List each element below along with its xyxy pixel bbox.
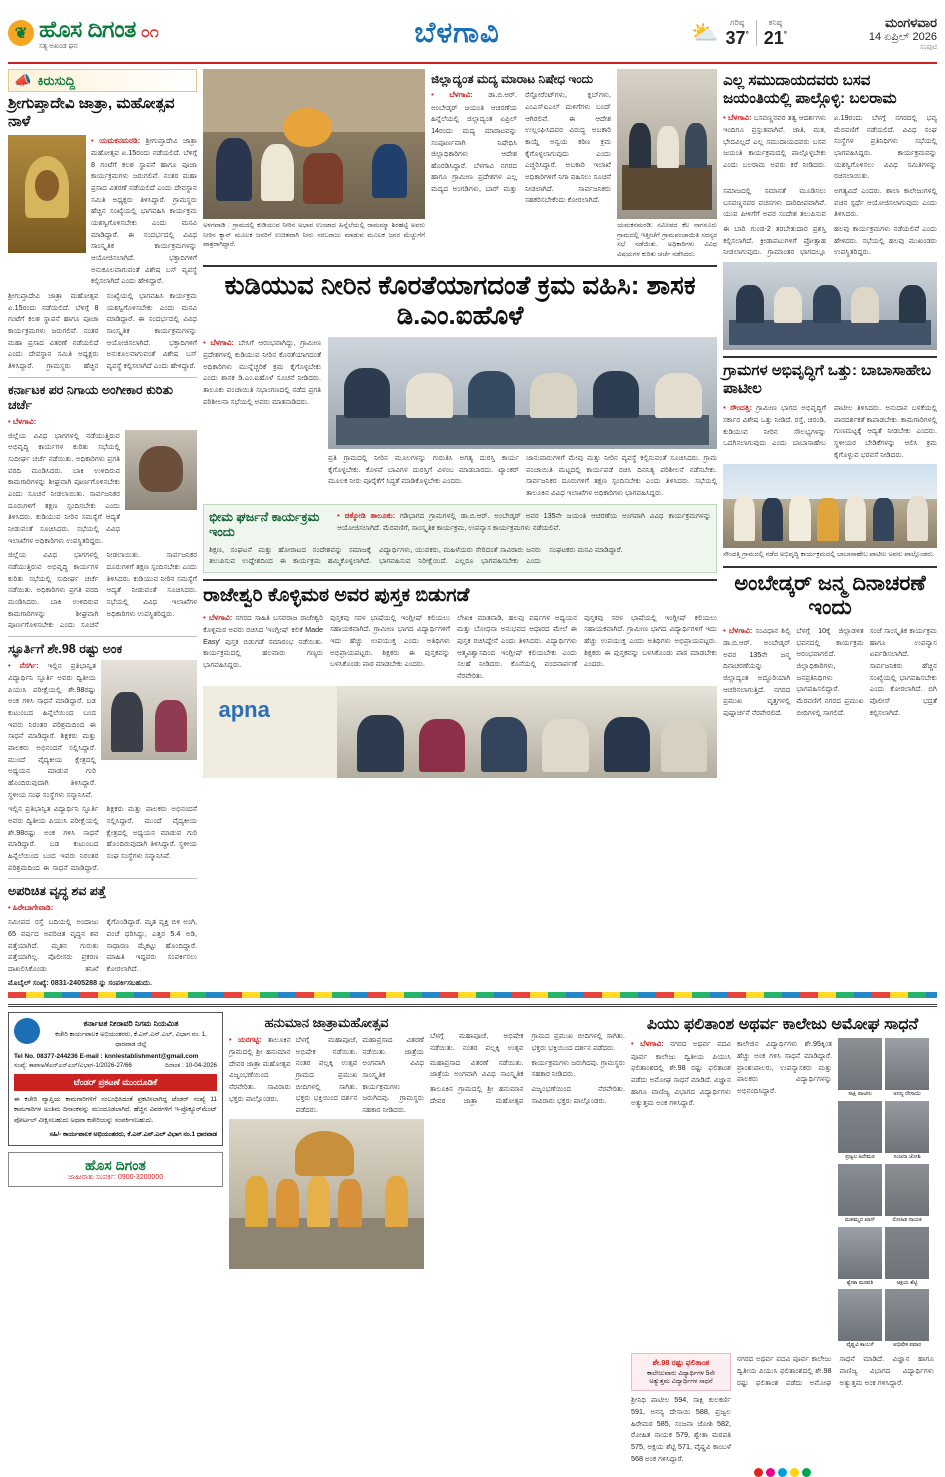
lead-col1: ಬೇಸಿಗೆ ಆರಂಭವಾಗಿದ್ದು, ಗ್ರಾಮೀಣ ಪ್ರದೇಶಗಳಲ್ಲಿ ಕುಡಿಯುವ ನೀರಿನ ಕೊರತೆಯಾಗದಂತೆ ಅಧಿಕಾರಿಗಳು ಮುನ್ನೆಚ್ಚರಿಕೆ ಕ್ರಮ ಕೈಗೊಳ್ಳಬೇಕು ಎಂದು ಶಾಸಕ ಡಿ.ಎಂ.ಐಹೊಳೆ ಸೂಚನೆ ನೀಡಿದರು. ತಾಲೂಕು ಪಂಚಾಯಿತಿ ಸಭಾಂಗಣದಲ್ಲಿ ನಡೆದ ಪ್ರಗತಿ ಪರಿಶೀಲನಾ ಸಭೆಯಲ್ಲಿ ಅವರು ಮಾತನಾಡಿದರು. [203, 337, 322, 406]
story1-byline: • ಯಮಕನಮರಡಿ: [91, 136, 141, 145]
student-name: ವೈಷ್ಣವಿ ಕಾಂಬಳೆ [846, 1342, 874, 1349]
liquor-ban-headline: ಜಿಲ್ಲಾದ್ಯಂತ ಮದ್ಯ ಮಾರಾಟ ನಿಷೇಧ ಇಂದು [431, 72, 594, 86]
student-name: ಶ್ವೇತಾ ಮಠಪತಿ [846, 1279, 874, 1286]
basava-headline: ಎಲ್ಲ ಸಮುದಾಯದವರು ಬಸವ ಜಯಂತಿಯಲ್ಲಿ ಪಾಲ್ಗೊಳ್ಳಿ: ಬಲರಾಮ [723, 72, 897, 107]
student-photo [885, 1038, 929, 1090]
book-col3: ಲೇಖಕಿ ಮಾತನಾಡಿ, ಹಲವು ವರ್ಷಗಳ ಅಧ್ಯಯನ ಮತ್ತು ಬೋಧನಾ ಅನುಭವದ ಆಧಾರದ ಮೇಲೆ ಈ ಪುಸ್ತಕ ರಚಿಸಿದ್ದೇನೆ ಎಂದು ತಿಳಿಸಿದರು. ವಿದ್ಯಾರ್ಥಿಗಳು ಆತ್ಮವಿಶ್ವಾಸದಿಂದ ಇಂಗ್ಲೀಷ್ ಕಲಿಯಬೇಕು ಎಂದು ಸಲಹೆ ನೀಡಿದರು. ಕೊನೆಯಲ್ಲಿ ವಂದನಾರ್ಪಣೆ ನೆರವೇರಿತು. [457, 612, 578, 681]
basava-byline: • ಬೆಳಗಾವಿ: [723, 113, 752, 122]
degree-symbol: ° [745, 29, 749, 39]
bheema-garjane-headline: ಭೀಮ ಘರ್ಜನೆ ಕಾರ್ಯಕ್ರಮ ಇಂದು [209, 509, 320, 539]
village-dev-caption: ಸೌಂದತ್ತಿ ಗ್ರಾಮದಲ್ಲಿ ನಡೆದ ಅಭಿವೃದ್ಧಿ ಕಾರ್ಯಕ್ರಮದಲ್ಲಿ ಬಾಬಾಸಾಹೇಬ ಪಾಟೀಲ ಅವರು ಪಾಲ್ಗೊಂಡರು. [723, 551, 935, 559]
weather-max-label: ಗರಿಷ್ಠ [730, 17, 745, 27]
weekday: ಮಂಗಳವಾರ [884, 14, 937, 30]
page-label: ಸಂಪುಟಿ [919, 43, 937, 51]
village-dev-headline: ಗ್ರಾಮಗಳ ಅಭಿವೃದ್ಧಿಗೆ ಒತ್ತು: ಬಾಬಾಸಾಹೇಬ ಪಾಟೀಲ [723, 361, 931, 397]
book-release-photo: apna [203, 686, 717, 778]
story4-contact: ಮೊಬೈಲ್ ಸಂಖ್ಯೆ: 0831-2405288 ನ್ನು ಸಂಪರ್ಕಿಸಬಹುದು. [8, 977, 152, 987]
results-headline: ಪಿಯು ಫಲಿತಾಂಶ ಅಥರ್ವ ಕಾಲೇಜು ಅಮೋಘ ಸಾಧನೆ [646, 1016, 919, 1034]
story4-body: ಸಮೀಪದ ರಸ್ತೆ ಬದಿಯಲ್ಲಿ ಅಂದಾಜು 65 ವರ್ಷದ ಅಪರಿಚಿತ ವೃದ್ಧನ ಶವ ಪತ್ತೆಯಾಗಿದೆ. ಮೃತನ ಗುರುತು ಪತ್ತೆಯಾಗಿಲ್ಲ. ಪೊಲೀಸರು ಪ್ರಕರಣ ದಾಖಲಿಸಿಕೊಂಡು ತನಿಖೆ ಕೈಗೊಂಡಿದ್ದಾರೆ. ಮೃತ ವ್ಯಕ್ತಿ ಬಿಳಿ ಅಂಗಿ, ಪಂಚೆ ಧರಿಸಿದ್ದು, ಎತ್ತರ 5.4 ಅಡಿ, ಸಾಧಾರಣ ಮೈಕಟ್ಟು ಹೊಂದಿದ್ದಾರೆ. ಮಾಹಿತಿ ಇದ್ದವರು ಸಂಪರ್ಕಿಸಲು ಕೋರಲಾಗಿದೆ. [8, 917, 198, 973]
results-badge1: ಶೇ.98 ರಷ್ಟು ಫಲಿತಾಂಶ [652, 1358, 710, 1368]
student-card [885, 1227, 929, 1287]
pu-results-section [631, 1012, 934, 1477]
weather-max [726, 18, 749, 49]
weather-min-label: ಕನಿಷ್ಠ [768, 17, 783, 27]
student-name: ಸಾಕ್ಷಿ ಪಾಟೀಲ [848, 1091, 872, 1098]
story3-body: ಇಲ್ಲಿನ ಪ್ರತಿಭಾನ್ವಿತ ವಿದ್ಯಾರ್ಥಿನಿ ಸ್ಫೂರ್ತಿ ಅವರು ದ್ವಿತೀಯ ಪಿಯುಸಿ ಪರೀಕ್ಷೆಯಲ್ಲಿ ಶೇ.98ರಷ್ಟು ಅಂಕ ಗಳಿಸಿ ಸಾಧನೆ ಮಾಡಿದ್ದಾರೆ. ಬಡ ಕುಟುಂಬದ ಹಿನ್ನೆಲೆಯಿಂದ ಬಂದ ಇವರು ನಿರಂತರ ಪರಿಶ್ರಮದಿಂದ ಈ ಸಾಧನೆ ಮಾಡಿದ್ದಾರೆ. ಶಿಕ್ಷಕರು ಮತ್ತು ಪಾಲಕರು ಅಭಿನಂದನೆ ಸಲ್ಲಿಸಿದ್ದಾರೆ. ಮುಂದೆ ವೈದ್ಯಕೀಯ ಕ್ಷೇತ್ರದಲ್ಲಿ ಅಧ್ಯಯನ ಮಾಡುವ ಗುರಿ ಹೊಂದಿರುವುದಾಗಿ ತಿಳಿಸಿದ್ದಾರೆ. ಸ್ಥಳೀಯ ಸಂಘ ಸಂಸ್ಥೆಗಳು ಸನ್ಮಾನಿಸಿವೆ. [8, 804, 198, 872]
hanuman-extra-body: ಬೆಳಗ್ಗೆ ಮಹಾಪೂಜೆ, ಅಭಿಷೇಕ ನಡೆಯಿತು. ನಂತರ ಪಲ್ಲಕ್ಕಿ ಉತ್ಸವ ಗ್ರಾಮದ ಪ್ರಮುಖ ಬೀದಿಗಳಲ್ಲಿ ಸಾಗಿತು. ಭಕ್ತರು ಭಕ್ತಿಯಿಂದ ದರ್ಶನ ಪಡೆದರು. [430, 1031, 625, 1052]
house-ad-sub: ಜಾಹೀರಾತು ಸಂಪರ್ಕ: 0900-3200000 [67, 1173, 164, 1181]
village-dev-byline: • ಸೌಂದತ್ತಿ: [723, 402, 752, 412]
hanuman-extra-body2: ಮಹಾಪ್ರಸಾದ ವಿತರಣೆ ನಡೆಯಿತು. ಜಾತ್ರೆಯ ಅಂಗವಾಗಿ ವಿವಿಧ ಸಾಂಸ್ಕೃತಿಕ ಕಾರ್ಯಕ್ರಮಗಳು ಜರುಗಿದವು. ಗ್ರಾಮಸ್ಥರು ಸಹಕಾರ ನೀಡಿದರು. [430, 1057, 625, 1079]
story1-body-intro: ಶ್ರೀಗುಪ್ತಾದೇವಿ ಜಾತ್ರಾ ಮಹೋತ್ಸವ ಏ.15ರಂದು ನಡೆಯಲಿದೆ. ಬೆಳಿಗ್ಗೆ 8 ಗಂಟೆಗೆ ಕಲಶ ಸ್ಥಾಪನೆ ಹಾಗೂ ಪೂಜಾ ಕಾರ್ಯಕ್ರಮಗಳು ಜರುಗಲಿವೆ. ನಂತರ ಮಹಾ ಪ್ರಸಾದ ವಿತರಣೆ ನಡೆಯಲಿದೆ ಎಂದು ದೇವಸ್ಥಾನ ಸಮಿತಿ ಅಧ್ಯಕ್ಷರು ತಿಳಿಸಿದ್ದಾರೆ. ಗ್ರಾಮಸ್ಥರು ಹೆಚ್ಚಿನ ಸಂಖ್ಯೆಯಲ್ಲಿ ಭಾಗವಹಿಸಿ ಕಾರ್ಯಕ್ರಮ ಯಶಸ್ವಿಗೊಳಿಸಬೇಕು ಎಂದು ಮನವಿ ಮಾಡಿದ್ದಾರೆ. ಈ ಸಂದರ್ಭದಲ್ಲಿ ವಿವಿಧ ಸಾಂಸ್ಕೃತಿಕ ಕಾರ್ಯಕ್ರಮಗಳನ್ನು ಆಯೋಜಿಸಲಾಗಿದೆ. ಭಕ್ತಾದಿಗಳಿಗೆ ಅನುಕೂಲವಾಗುವಂತೆ ವಿಶೇಷ ಬಸ್ ವ್ಯವಸ್ಥೆ ಕಲ್ಪಿಸಲಾಗಿದೆ ಎಂದು ಹೇಳಿದ್ದಾರೆ. [91, 136, 198, 286]
student-card [885, 1101, 929, 1161]
student-name: ರೋಹಿತ ನಾಯಕ [892, 1216, 922, 1223]
results-badge-box [631, 1353, 731, 1391]
water-distribution-photo [203, 69, 425, 219]
hanuman-story [229, 1012, 424, 1477]
hanuman-extra-column [430, 1012, 625, 1477]
advert-tender-no: ಸಂಖ್ಯೆ: ಕಾಪಾಅ/ಕೆಎನ್ಎನ್ಎಲ್/ವಿಭಾಗ-1/2026-27/66 [14, 1062, 132, 1070]
student-name: ಪ್ರಜ್ವಲ ಹಿರೇಮಠ [845, 1154, 875, 1161]
story2-body-a: ಜಿಲ್ಲೆಯ ವಿವಿಧ ಭಾಗಗಳಲ್ಲಿ ನಡೆಯುತ್ತಿರುವ ಅಭಿವೃದ್ಧಿ ಕಾರ್ಯಗಳ ಕುರಿತು ಸಭೆಯಲ್ಲಿ ಸುದೀರ್ಘ ಚರ್ಚೆ ನಡೆಯಿತು. ಅಧಿಕಾರಿಗಳು ಪ್ರಗತಿ ವರದಿ ಮಂಡಿಸಿದರು. ಬಾಕಿ ಉಳಿದಿರುವ ಕಾಮಗಾರಿಗಳನ್ನು ಶೀಘ್ರವಾಗಿ ಪೂರ್ಣಗೊಳಿಸಬೇಕು ಎಂದು ಸೂಚನೆ ನೀಡಲಾಯಿತು. ಸಾರ್ವಜನಿಕರ ದೂರುಗಳಿಗೆ ತಕ್ಷಣ ಸ್ಪಂದಿಸಬೇಕು ಎಂದು ತಿಳಿಸಿದರು. ಕುಡಿಯುವ ನೀರಿನ ಸಮಸ್ಯೆಗೆ ಆದ್ಯತೆ ನೀಡುವಂತೆ ಸೂಚಿಸಿದರು. ಸಭೆಯಲ್ಲಿ ವಿವಿಧ ಇಲಾಖೆಗಳ ಅಧಿಕಾರಿಗಳು ಉಪಸ್ಥಿತರಿದ್ದರು. [8, 430, 121, 545]
lead-col2: ಪ್ರತಿ ಗ್ರಾಮದಲ್ಲಿ ನೀರಿನ ಮೂಲಗಳನ್ನು ಗುರುತಿಸಿ ಅಗತ್ಯ ದುರಸ್ತಿ ಕಾರ್ಯ ಕೈಗೊಳ್ಳಬೇಕು. ಕೊಳವೆ ಬಾವಿಗಳ ದುರಸ್ತಿಗೆ ವಿಳಂಬ ಮಾಡಬಾರದು. ಟ್ಯಾಂಕರ್ ಮೂಲಕ ನೀರು ಪೂರೈಕೆಗೆ ಸಿದ್ಧತೆ ಮಾಡಿಕೊಳ್ಳಬೇಕು ಎಂದರು. [328, 452, 520, 486]
footer-section [8, 1004, 937, 1477]
ambedkar-headline: ಅಂಬೇಡ್ಕರ್ ಜನ್ಮ ದಿನಾಚರಣೆ ಇಂದು [734, 571, 926, 619]
advert-tel: Tel No. 08377-244236 E-mail : knnlestablishment@gmail.com [14, 1052, 199, 1060]
bheema-garjane-box [203, 504, 717, 573]
student-card [838, 1227, 882, 1287]
bheema-tail: ಶಿಕ್ಷಣ, ಸಂಘಟನೆ ಮತ್ತು ಹೋರಾಟದ ಸಂದೇಶವನ್ನು ಸಮಾಜಕ್ಕೆ ತಲುಪಿಸುವ ಉದ್ದೇಶದಿಂದ ಈ ಕಾರ್ಯಕ್ರಮ ಹಮ್ಮಿಕೊಳ್ಳಲಾಗಿದೆ. ವಿದ್ಯಾರ್ಥಿಗಳು, ಯುವಕರು, ಮಹಿಳೆಯರು ಸೇರಿದಂತೆ ಸಾವಿರಾರು ಜನರು ಭಾಗವಹಿಸುವ ನಿರೀಕ್ಷೆಯಿದೆ. ಎಲ್ಲರೂ ಭಾಗವಹಿಸಬೇಕು ಎಂದು ಸಂಘಟಕರು ಮನವಿ ಮಾಡಿದ್ದಾರೆ. [209, 544, 623, 566]
column-left [8, 69, 197, 988]
book-col1: ನಗರದ ಸಾಹಿತಿ ಬಸವರಾಜ ರಾಜೇಶ್ವರಿ ಕೊಳ್ಳಿಮಠ ಅವರು ರಚಿಸಿದ 'ಇಂಗ್ಲೀಷ್ ಕಲಿಕೆ Made Easy' ಪುಸ್ತಕ ಬಿಡುಗಡೆ ಸಮಾರಂಭ ನಡೆಯಿತು. ಕಾರ್ಯಕ್ರಮದಲ್ಲಿ ಹಲವಾರು ಗಣ್ಯರು ಭಾಗವಹಿಸಿದ್ದರು. [203, 612, 324, 669]
results-badge2: ಕಾಲೇಜುವಾರು ವಿದ್ಯಾರ್ಥಿಗಳ 5ನೇ ಅತ್ಯುತ್ತಮ ವಿದ್ಯಾರ್ಥಿಗಳ ಸಾಧನೆ [647, 1370, 715, 1386]
column-center [203, 69, 717, 988]
student-name: ಸಂಜನಾ ಜೋಶಿ [893, 1154, 921, 1161]
kirusuddi-label-a: ಕಿರು [37, 72, 55, 88]
weather-max-value: 37 [725, 27, 746, 48]
village-dev-photo [723, 464, 937, 548]
book-byline: • ಬೆಳಗಾವಿ: [203, 612, 233, 622]
basava-body: ಬಸವಣ್ಣನವರ ತತ್ವ ಆದರ್ಶಗಳು ಇಂದಿಗೂ ಪ್ರಸ್ತುತವಾಗಿವೆ. ಜಾತಿ, ಮತ, ಭೇದವಿಲ್ಲದೆ ಎಲ್ಲ ಸಮುದಾಯದವರು ಬಸವ ಜಯಂತಿ ಕಾರ್ಯಕ್ರಮದಲ್ಲಿ ಪಾಲ್ಗೊಳ್ಳಬೇಕು ಎಂದು ಬಲರಾಮ ಅವರು ಕರೆ ನೀಡಿದರು. ಏ.19ರಂದು ಬೆಳಗ್ಗೆ ನಗರದಲ್ಲಿ ಭವ್ಯ ಮೆರವಣಿಗೆ ನಡೆಯಲಿದೆ. ವಿವಿಧ ಸಂಘ ಸಂಸ್ಥೆಗಳ ಪ್ರತಿನಿಧಿಗಳು ಸಭೆಯಲ್ಲಿ ಭಾಗವಹಿಸಿದ್ದರು. ಕಾರ್ಯಕ್ರಮವನ್ನು ಯಶಸ್ವಿಗೊಳಿಸಲು ವಿವಿಧ ಸಮಿತಿಗಳನ್ನು ರಚಿಸಲಾಯಿತು. [723, 113, 937, 181]
knnl-logo-icon [14, 1018, 40, 1044]
lead-headline: ಕುಡಿಯುವ ನೀರಿನ ಕೊರತೆಯಾಗದಂತೆ ಕ್ರಮ ವಹಿಸಿ: ಶಾಸಕ ಡಿ.ಎಂ.ಐಹೊಳೆ [224, 270, 696, 331]
hanuman-col3: ಮಹಾಪ್ರಸಾದ ವಿತರಣೆ ನಡೆಯಿತು. ಜಾತ್ರೆಯ ಅಂಗವಾಗಿ ವಿವಿಧ ಸಾಂಸ್ಕೃತಿಕ ಕಾರ್ಯಕ್ರಮಗಳು ಜರುಗಿದವು. ಗ್ರಾಮಸ್ಥರು ಸಹಕಾರ ನೀಡಿದರು. [362, 1034, 425, 1114]
ambedkar-col2: ಬೆಳಗ್ಗೆ 10ಕ್ಕೆ ಜಿಲ್ಲಾಡಳಿತ ಭವನದಲ್ಲಿ ಕಾರ್ಯಕ್ರಮ ಆರಂಭವಾಗಲಿದೆ. ಜಿಲ್ಲಾಧಿಕಾರಿಗಳು, ಜನಪ್ರತಿನಿಧಿಗಳು ಭಾಗವಹಿಸಲಿದ್ದಾರೆ. ಮೆರವಣಿಗೆ ನಗರದ ಪ್ರಮುಖ ಬೀದಿಗಳಲ್ಲಿ ಸಾಗಲಿದೆ. [796, 625, 864, 717]
color-dots [631, 1468, 934, 1477]
story3-body-intro: ಇಲ್ಲಿನ ಪ್ರತಿಭಾನ್ವಿತ ವಿದ್ಯಾರ್ಥಿನಿ ಸ್ಫೂರ್ತಿ ಅವರು ದ್ವಿತೀಯ ಪಿಯುಸಿ ಪರೀಕ್ಷೆಯಲ್ಲಿ ಶೇ.98ರಷ್ಟು ಅಂಕ ಗಳಿಸಿ ಸಾಧನೆ ಮಾಡಿದ್ದಾರೆ. ಬಡ ಕುಟುಂಬದ ಹಿನ್ನೆಲೆಯಿಂದ ಬಂದ ಇವರು ನಿರಂತರ ಪರಿಶ್ರಮದಿಂದ ಈ ಸಾಧನೆ ಮಾಡಿದ್ದಾರೆ. ಶಿಕ್ಷಕರು ಮತ್ತು ಪಾಲಕರು ಅಭಿನಂದನೆ ಸಲ್ಲಿಸಿದ್ದಾರೆ. ಮುಂದೆ ವೈದ್ಯಕೀಯ ಕ್ಷೇತ್ರದಲ್ಲಿ ಅಧ್ಯಯನ ಮಾಡುವ ಗುರಿ ಹೊಂದಿರುವುದಾಗಿ ತಿಳಿಸಿದ್ದಾರೆ. ಸ್ಥಳೀಯ ಸಂಘ ಸಂಸ್ಥೆಗಳು ಸನ್ಮಾನಿಸಿವೆ. [8, 660, 97, 799]
results-col1: ನಗರದ ಅಥರ್ವ ಪದವಿ ಪೂರ್ವ ಕಾಲೇಜು ದ್ವಿತೀಯ ಪಿಯುಸಿ ಫಲಿತಾಂಶದಲ್ಲಿ ಶೇ.98 ರಷ್ಟು ಫಲಿತಾಂಶ ಪಡೆದು ಅಮೋಘ ಸಾಧನೆ ಮಾಡಿದೆ. ವಿಜ್ಞಾನ ಹಾಗೂ ವಾಣಿಜ್ಯ ವಿಭಾಗದ ವಿದ್ಯಾರ್ಥಿಗಳು ಅತ್ಯುತ್ತಮ ಅಂಕ ಗಳಿಸಿದ್ದಾರೆ. [631, 1039, 731, 1108]
story2-headline: ಕರ್ನಾಟಕ ಪರ ನಿಗಾಯ ಅಂಗೀಕಾರ ಕುರಿತು ಚರ್ಚೆ [8, 382, 173, 412]
gp-meeting-photo [617, 69, 717, 219]
gp-photo-caption: ಯಮಕನಮರಡಿ: ಸಮೀಪದ ಕೆಲ ನಾಗನೂರು ಗ್ರಾಮದಲ್ಲಿ ಇತ್ತೀಚೆಗೆ ಗ್ರಾಮಪಂಚಾಯಿತಿ ಸದಸ್ಯರ ಸಭೆ ನಡೆಯಿತು. ಅಧಿಕಾರಿಗಳು ವಿವಿಧ ವಿಷಯಗಳ ಕುರಿತು ಚರ್ಚೆ ನಡೆಸಿದರು. [617, 222, 718, 258]
water-photo-caption: ಅಳಗವಾಡಿ : ಗ್ರಾಮದಲ್ಲಿ ಕುಡಿಯುವ ನೀರಿನ ಅಭಾವ ಉಂಟಾದ ಹಿನ್ನೆಲೆಯಲ್ಲಿ ರಾಮಮ್ಮಾ ಶಿರಹಟ್ಟಿ ಅವರು ನೀರಿನ ಕ್ಯಾನ್ ಮೂಲಕ ಜನರಿಗೆ ಉಚಿತವಾಗಿ ನೀರು ಸರಬರಾಜು ಮಾಡುವ ಮೂಲಕ ಜನರ ಮೆಚ್ಚುಗೆಗೆ ಪಾತ್ರರಾಗಿದ್ದಾರೆ. [203, 222, 426, 249]
student-card [838, 1038, 882, 1098]
bheema-byline: • ಚಿಕ್ಕೋಡಿ ತಾಲೂಕು: [337, 510, 396, 520]
lead-byline: • ಬೆಳಗಾವಿ: [203, 337, 234, 347]
masthead [8, 6, 937, 64]
results-byline: • ಬೆಳಗಾವಿ: [631, 1039, 664, 1049]
basava-meeting-photo [723, 262, 937, 350]
story1-headline: ಶ್ರೀಗುಪ್ತಾದೇವಿ ಜಾತ್ರಾ, ಮಹೋತ್ಸವ ನಾಳೆ [8, 95, 175, 130]
basava-body3: ಈ ಬಾರಿ ಗುಂಡ-2 ತರಬೇತುದಾರ ಪ್ರಶಸ್ತಿ ಕಲ್ಪಿಸಲಾಗಿದೆ. ಕ್ರೀಡಾಪಟುಗಳಿಗೆ ಪ್ರೋತ್ಸಾಹ ನೀಡಲಾಗುವುದು. ಗ್ರಾಮಾಂತರ ಭಾಗದಲ್ಲೂ ಹಲವು ಕಾರ್ಯಕ್ರಮಗಳು ನಡೆಯಲಿವೆ ಎಂದು ಹೇಳಿದರು. ಸಭೆಯಲ್ಲಿ ಹಲವು ಮುಖಂಡರು ಉಪಸ್ಥಿತರಿದ್ದರು. [723, 223, 937, 257]
student-photo [885, 1227, 929, 1279]
student-name: ಅಭಿಷೇಕ ಪವಾರ [892, 1342, 922, 1349]
student-photo [885, 1101, 929, 1153]
color-registration-bar [8, 992, 937, 998]
student-photo [838, 1164, 882, 1216]
sun-cloud-icon: ⛅ [691, 20, 719, 45]
student-card [838, 1289, 882, 1349]
logo-title: ಹೊಸ ದಿಗಂತ [39, 15, 136, 42]
student-name: ಮಹಮ್ಮದ ಖಾನ್ [844, 1216, 876, 1223]
house-ad [8, 1152, 223, 1187]
student-card [838, 1101, 882, 1161]
advert-body: ಈ ಕಚೇರಿ ವ್ಯಾಪ್ತಿಯ ಕಾಮಗಾರಿಗಳಿಗೆ ಸಂಬಂಧಿಸಿದಂತೆ ಪ್ರಕಟಿಸಲಾಗಿದ್ದ ಟೆಂಡರ್ ಸಂಖ್ಯೆ 11 ಕಾಮಗಾರಿಗಳ ಅಂತಿಮ ದಿನಾಂಕವನ್ನು ಮುಂದೂಡಲಾಗಿದೆ. ಹೆಚ್ಚಿನ ವಿವರಗಳಿಗೆ ಇ-ಪ್ರೊಕ್ಯೂರ್‌ಮೆಂಟ್ ಪೋರ್ಟಲ್ ವೀಕ್ಷಿಸಬಹುದು ಅಥವಾ ಕಚೇರಿಯನ್ನು ಸಂಪರ್ಕಿಸಬಹುದು. [14, 1096, 217, 1124]
results-list: ಶ್ರೀನಿಧಿ ಪಾಟೀಲ 594, ಸಾಕ್ಷಿ ಕುಲಕರ್ಣಿ 591, ಅನನ್ಯ ದೇಸಾಯಿ 588, ಪ್ರಜ್ವಲ ಹಿರೇಮಠ 585, ಸಂಜನಾ ಜೋಶಿ 582, ರೋಹಿತ ನಾಯಕ 579, ಶ್ವೇತಾ ಮಠಪತಿ 575, ಅಕ್ಷಯ ಶೆಟ್ಟಿ 571, ವೈಷ್ಣವಿ ಕಾಂಬಳೆ 568 ಅಂಕ ಗಳಿಸಿದ್ದಾರೆ. [631, 1395, 731, 1463]
hanuman-headline: ಹನುಮಾನ ಜಾತ್ರಾಮಹೋತ್ಸವ [264, 1015, 389, 1031]
story3-headline: ಸ್ಫೂರ್ತಿಗೆ ಶೇ.98 ರಷ್ಟು ಅಂಕ [8, 641, 123, 656]
book-col2: ಪುಸ್ತಕವು ಸರಳ ಭಾಷೆಯಲ್ಲಿ ಇಂಗ್ಲೀಷ್ ಕಲಿಯಲು ಸಹಾಯಕವಾಗಿದೆ. ಗ್ರಾಮೀಣ ಭಾಗದ ವಿದ್ಯಾರ್ಥಿಗಳಿಗೆ ಇದು ಹೆಚ್ಚು ಉಪಯುಕ್ತ ಎಂದು ಅತಿಥಿಗಳು ಅಭಿಪ್ರಾಯಪಟ್ಟರು. ಶಿಕ್ಷಕರು ಈ ಪುಸ್ತಕವನ್ನು ಬಳಸಿಕೊಂಡು ಪಾಠ ಮಾಡಬೇಕು ಎಂದರು. [330, 612, 451, 669]
hanuman-byline: • ಯರಗಟ್ಟಿ: [229, 1034, 262, 1044]
student-photo [838, 1038, 882, 1090]
student-photo [885, 1289, 929, 1341]
student-card [885, 1038, 929, 1098]
main-grid [8, 69, 937, 988]
hanuman-procession-photo [229, 1119, 424, 1269]
column-right [723, 69, 937, 988]
weather-min-value: 21 [763, 27, 784, 48]
kirusuddi-banner [8, 69, 197, 92]
degree-symbol-2: ° [783, 29, 787, 39]
date-block [797, 15, 937, 52]
ambedkar-byline: • ಬೆಳಗಾವಿ: [723, 625, 753, 635]
hanuman-col1: ತಾಲೂಕಿನ ಗ್ರಾಮದಲ್ಲಿ ಶ್ರೀ ಹನುಮಾನ ದೇವರ ಜಾತ್ರಾ ಮಹೋತ್ಸವ ವಿಜೃಂಭಣೆಯಿಂದ ನೆರವೇರಿತು. ಸಾವಿರಾರು ಭಕ್ತರು ಪಾಲ್ಗೊಂಡರು. [229, 1034, 291, 1103]
student-card [838, 1164, 882, 1224]
story4-byline: • ಹಿರೇಬಾಗೇವಾಡಿ: [8, 903, 54, 913]
weather-min [764, 18, 787, 49]
advert-sign: ಸಹಿ/- ಕಾರ್ಯಪಾಲಕ ಅಭಿಯಂತರರು, ಕೆ.ಎನ್.ಎನ್.ಎಲ್ ವಿಭಾಗ ನಂ.1 ಧಾರವಾಡ [49, 1130, 217, 1138]
story3-byline: • ನೆಸರ್ಗಿ: [8, 660, 39, 670]
leaf-logo-icon: ❦ [8, 20, 34, 46]
bheema-body: ಗಡಿಭಾಗದ ಗ್ರಾಮಗಳಲ್ಲಿ ಡಾ.ಬಿ.ಆರ್. ಅಂಬೇಡ್ಕರ್ ಅವರ 135ನೇ ಜಯಂತಿ ಆಚರಣೆಯ ಅಂಗವಾಗಿ ವಿವಿಧ ಕಾರ್ಯಕ್ರಮಗಳನ್ನು ಆಯೋಜಿಸಲಾಗಿದೆ. ಮೆರವಣಿಗೆ, ಸಾಂಸ್ಕೃತಿಕ ಕಾರ್ಯಕ್ರಮ, ಉಪನ್ಯಾಸ ಕಾರ್ಯಕ್ರಮಗಳು ನಡೆಯಲಿವೆ. [337, 510, 712, 532]
liquor-ban-byline: • ಬೆಳಗಾವಿ: [431, 90, 473, 100]
story1-body: ಶ್ರೀಗುಪ್ತಾದೇವಿ ಜಾತ್ರಾ ಮಹೋತ್ಸವ ಏ.15ರಂದು ನಡೆಯಲಿದೆ. ಬೆಳಿಗ್ಗೆ 8 ಗಂಟೆಗೆ ಕಲಶ ಸ್ಥಾಪನೆ ಹಾಗೂ ಪೂಜಾ ಕಾರ್ಯಕ್ರಮಗಳು ಜರುಗಲಿವೆ. ನಂತರ ಮಹಾ ಪ್ರಸಾದ ವಿತರಣೆ ನಡೆಯಲಿದೆ ಎಂದು ದೇವಸ್ಥಾನ ಸಮಿತಿ ಅಧ್ಯಕ್ಷರು ತಿಳಿಸಿದ್ದಾರೆ. ಗ್ರಾಮಸ್ಥರು ಹೆಚ್ಚಿನ ಸಂಖ್ಯೆಯಲ್ಲಿ ಭಾಗವಹಿಸಿ ಕಾರ್ಯಕ್ರಮ ಯಶಸ್ವಿಗೊಳಿಸಬೇಕು ಎಂದು ಮನವಿ ಮಾಡಿದ್ದಾರೆ. ಈ ಸಂದರ್ಭದಲ್ಲಿ ವಿವಿಧ ಸಾಂಸ್ಕೃತಿಕ ಕಾರ್ಯಕ್ರಮಗಳನ್ನು ಆಯೋಜಿಸಲಾಗಿದೆ. ಭಕ್ತಾದಿಗಳಿಗೆ ಅನುಕೂಲವಾಗುವಂತೆ ವಿಶೇಷ ಬಸ್ ವ್ಯವಸ್ಥೆ ಕಲ್ಪಿಸಲಾಗಿದೆ ಎಂದು ಹೇಳಿದ್ದಾರೆ. [8, 291, 198, 370]
village-dev-body: ಗ್ರಾಮೀಣ ಭಾಗದ ಅಭಿವೃದ್ಧಿಗೆ ಸರ್ಕಾರ ವಿಶೇಷ ಒತ್ತು ನೀಡಿದೆ. ರಸ್ತೆ, ಚರಂಡಿ, ಕುಡಿಯುವ ನೀರಿನ ಸೌಲಭ್ಯಗಳನ್ನು ಒದಗಿಸಲಾಗುವುದು ಎಂದು ಬಾಬಾಸಾಹೇಬ ಪಾಟೀಲ ತಿಳಿಸಿದರು. ಅನುದಾನ ಬಳಕೆಯಲ್ಲಿ ಪಾರದರ್ಶಕತೆ ಕಾಪಾಡಬೇಕು. ಕಾಮಗಾರಿಗಳಲ್ಲಿ ಗುಣಮಟ್ಟಕ್ಕೆ ಆದ್ಯತೆ ನೀಡಬೇಕು ಎಂದರು. ಸ್ಥಳೀಯರ ಬೇಡಿಕೆಗಳನ್ನು ಆಲಿಸಿ ಕ್ರಮ ಕೈಗೊಳ್ಳುವ ಭರವಸೆ ನೀಡಿದರು. [723, 402, 937, 459]
kirusuddi-label-b: ಸುದ್ದಿ [54, 72, 76, 88]
story2-byline: • ಬೆಳಗಾವಿ: [8, 416, 37, 426]
hanuman-col2: ಬೆಳಗ್ಗೆ ಮಹಾಪೂಜೆ, ಅಭಿಷೇಕ ನಡೆಯಿತು. ನಂತರ ಪಲ್ಲಕ್ಕಿ ಉತ್ಸವ ಗ್ರಾಮದ ಪ್ರಮುಖ ಬೀದಿಗಳಲ್ಲಿ ಸಾಗಿತು. ಭಕ್ತರು ಭಕ್ತಿಯಿಂದ ದರ್ಶನ ಪಡೆದರು. [295, 1034, 358, 1114]
story4-headline: ಅಪರಿಚಿತ ವೃದ್ಧ ಶವ ಪತ್ತೆ [8, 884, 106, 899]
book-release-headline: ರಾಜೇಶ್ವರಿ ಕೊಳ್ಳಿಮಠ ಅವರ ಪುಸ್ತಕ ಬಿಡುಗಡೆ [203, 584, 470, 606]
story2-body-b: ಜಿಲ್ಲೆಯ ವಿವಿಧ ಭಾಗಗಳಲ್ಲಿ ನಡೆಯುತ್ತಿರುವ ಅಭಿವೃದ್ಧಿ ಕಾರ್ಯಗಳ ಕುರಿತು ಸಭೆಯಲ್ಲಿ ಸುದೀರ್ಘ ಚರ್ಚೆ ನಡೆಯಿತು. ಅಧಿಕಾರಿಗಳು ಪ್ರಗತಿ ವರದಿ ಮಂಡಿಸಿದರು. ಬಾಕಿ ಉಳಿದಿರುವ ಕಾಮಗಾರಿಗಳನ್ನು ಶೀಘ್ರವಾಗಿ ಪೂರ್ಣಗೊಳಿಸಬೇಕು ಎಂದು ಸೂಚನೆ ನೀಡಲಾಯಿತು. ಸಾರ್ವಜನಿಕರ ದೂರುಗಳಿಗೆ ತಕ್ಷಣ ಸ್ಪಂದಿಸಬೇಕು ಎಂದು ತಿಳಿಸಿದರು. ಕುಡಿಯುವ ನೀರಿನ ಸಮಸ್ಯೆಗೆ ಆದ್ಯತೆ ನೀಡುವಂತೆ ಸೂಚಿಸಿದರು. ಸಭೆಯಲ್ಲಿ ವಿವಿಧ ಇಲಾಖೆಗಳ ಅಧಿಕಾರಿಗಳು ಉಪಸ್ಥಿತರಿದ್ದರು. [8, 550, 198, 630]
basava-body2: ಸಮಾಜದಲ್ಲಿ ಸಮಾನತೆ ಮೂಡಿಸಲು ಬಸವಣ್ಣನವರ ವಚನಗಳು ದಾರಿದೀಪವಾಗಿವೆ. ಯುವ ಪೀಳಿಗೆಗೆ ಅವರ ಸಂದೇಶ ತಲುಪಿಸುವ ಅಗತ್ಯವಿದೆ ಎಂದರು. ಶಾಲಾ ಕಾಲೇಜುಗಳಲ್ಲಿ ವಚನ ಸ್ಪರ್ಧೆ ಆಯೋಜಿಸಲಾಗುವುದು ಎಂದು ತಿಳಿಸಿದರು. [723, 185, 937, 219]
megaphone-icon: 📣 [14, 72, 32, 88]
student-photo [838, 1227, 882, 1279]
lead-meeting-photo [328, 337, 717, 449]
story2-photo [125, 430, 197, 510]
liquor-ban-body: ಡಾ.ಬಿ.ಆರ್. ಅಂಬೇಡ್ಕರ್ ಜಯಂತಿ ಆಚರಣೆಯ ಹಿನ್ನೆಲೆಯಲ್ಲಿ ಜಿಲ್ಲಾದ್ಯಂತ ಏಪ್ರಿಲ್ 14ರಂದು ಮದ್ಯ ಮಾರಾಟವನ್ನು ಸಂಪೂರ್ಣವಾಗಿ ನಿಷೇಧಿಸಿ ಜಿಲ್ಲಾಧಿಕಾರಿಗಳು ಆದೇಶ ಹೊರಡಿಸಿದ್ದಾರೆ. ಬೆಳಗಾವಿ ನಗರದ ಹಾಗೂ ಗ್ರಾಮೀಣ ಪ್ರದೇಶಗಳ ಎಲ್ಲ ಮದ್ಯದ ಅಂಗಡಿಗಳು, ಬಾರ್ ಮತ್ತು ರೆಸ್ಟೋರೆಂಟ್‌ಗಳು, ಕ್ಲಬ್‌ಗಳು, ಎಂಎಸ್‌ಐಎಲ್ ಮಳಿಗೆಗಳು ಬಂದ್ ಆಗಿರಲಿವೆ. ಈ ಆದೇಶ ಉಲ್ಲಂಘಿಸಿದವರ ವಿರುದ್ಧ ಅಬಕಾರಿ ಕಾಯ್ದೆ ಅನ್ವಯ ಕಠಿಣ ಕ್ರಮ ಕೈಗೊಳ್ಳಲಾಗುವುದು ಎಂದು ಎಚ್ಚರಿಸಿದ್ದಾರೆ. ಅಬಕಾರಿ ಇಲಾಖೆ ಅಧಿಕಾರಿಗಳಿಗೆ ನಿಗಾ ವಹಿಸಲು ಸೂಚನೆ ನೀಡಲಾಗಿದೆ. ಸಾರ್ವಜನಿಕರು ಸಹಕರಿಸಬೇಕೆಂದು ಕೋರಲಾಗಿದೆ. [431, 90, 612, 205]
date-text: 14 ಏಪ್ರಿಲ್ 2026 [868, 30, 937, 43]
house-ad-title: ಹೊಸ ದಿಗಂತ [85, 1156, 146, 1173]
ambedkar-col1: ಸಂವಿಧಾನ ಶಿಲ್ಪಿ ಡಾ.ಬಿ.ಆರ್. ಅಂಬೇಡ್ಕರ್ ಅವರ 135ನೇ ಜನ್ಮ ದಿನಾಚರಣೆಯನ್ನು ಜಿಲ್ಲಾದ್ಯಂತ ಅದ್ದೂರಿಯಾಗಿ ಆಚರಿಸಲಾಗುತ್ತಿದೆ. ನಗರದ ಪ್ರಮುಖ ವೃತ್ತಗಳಲ್ಲಿ ಪುಷ್ಪಾರ್ಚನೆ ನೆರವೇರಲಿದೆ. [723, 625, 791, 718]
newspaper-logo[interactable] [8, 16, 223, 51]
student-photo [838, 1289, 882, 1341]
logo-page-number: ೦೧ [140, 24, 159, 41]
hanuman-extra-body3: ತಾಲೂಕಿನ ಗ್ರಾಮದಲ್ಲಿ ಶ್ರೀ ಹನುಮಾನ ದೇವರ ಜಾತ್ರಾ ಮಹೋತ್ಸವ ವಿಜೃಂಭಣೆಯಿಂದ ನೆರವೇರಿತು. ಸಾವಿರಾರು ಭಕ್ತರು ಪಾಲ್ಗೊಂಡರು. [430, 1083, 625, 1105]
tender-advert [8, 1012, 223, 1477]
student-photo-grid [838, 1038, 934, 1349]
student-card [885, 1289, 929, 1349]
logo-tagline: ಸತ್ಯ ಅಖಂಡ ಘನ [39, 42, 78, 50]
story3-photo [101, 660, 197, 760]
advert-ribbon: ಟೆಂಡರ್ ಪ್ರಕಟಣೆ ಮುಂದೂಡಿಕೆ [14, 1074, 217, 1091]
advert-address: ಕಚೇರಿ ಕಾರ್ಯಪಾಲಕ ಅಭಿಯಂತರರು, ಕೆ.ಎನ್.ಎನ್.ಎಲ್, ವಿಭಾಗ ನಂ. 1, ಧಾರವಾಡ ಜಿಲ್ಲೆ [55, 1031, 207, 1048]
lead-col3: ಜಾನುವಾರುಗಳಿಗೆ ಮೇವು ಮತ್ತು ನೀರಿನ ವ್ಯವಸ್ಥೆ ಕಲ್ಪಿಸುವಂತೆ ಸೂಚಿಸಿದರು. ಗ್ರಾಮ ಪಂಚಾಯಿತಿ ಮಟ್ಟದಲ್ಲಿ ಕಾರ್ಯಪಡೆ ರಚಿಸಿ ದಿನನಿತ್ಯ ಪರಿಶೀಲನೆ ನಡೆಸಬೇಕು. ಸಾರ್ವಜನಿಕರ ದೂರುಗಳಿಗೆ ತಕ್ಷಣ ಸ್ಪಂದಿಸಬೇಕು ಎಂದು ತಿಳಿಸಿದರು. ಸಭೆಯಲ್ಲಿ ತಾಲೂಕಿನ ವಿವಿಧ ಇಲಾಖೆಗಳ ಅಧಿಕಾರಿಗಳು ಭಾಗವಹಿಸಿದ್ದರು. [526, 452, 718, 497]
student-photo [885, 1164, 929, 1216]
ambedkar-col3: ಸಂಜೆ ಸಾಂಸ್ಕೃತಿಕ ಕಾರ್ಯಕ್ರಮ ಹಾಗೂ ಉಪನ್ಯಾಸ ಏರ್ಪಡಿಸಲಾಗಿದೆ. ಸಾರ್ವಜನಿಕರು ಹೆಚ್ಚಿನ ಸಂಖ್ಯೆಯಲ್ಲಿ ಭಾಗವಹಿಸಬೇಕು ಎಂದು ಕೋರಲಾಗಿದೆ. ಬಿಗಿ ಪೊಲೀಸ್ ಭದ್ರತೆ ಕಲ್ಪಿಸಲಾಗಿದೆ. [869, 625, 937, 717]
edition-city: ಬೆಳಗಾವಿ [414, 16, 500, 49]
advert-date: ದಿನಾಂಕ : 10-04-2026 [165, 1062, 217, 1070]
story1-photo [8, 135, 86, 253]
book-col4: ಪುಸ್ತಕವು ಸರಳ ಭಾಷೆಯಲ್ಲಿ ಇಂಗ್ಲೀಷ್ ಕಲಿಯಲು ಸಹಾಯಕವಾಗಿದೆ. ಗ್ರಾಮೀಣ ಭಾಗದ ವಿದ್ಯಾರ್ಥಿಗಳಿಗೆ ಇದು ಹೆಚ್ಚು ಉಪಯುಕ್ತ ಎಂದು ಅತಿಥಿಗಳು ಅಭಿಪ್ರಾಯಪಟ್ಟರು. ಶಿಕ್ಷಕರು ಈ ಪುಸ್ತಕವನ್ನು ಬಳಸಿಕೊಂಡು ಪಾಠ ಮಾಡಬೇಕು ಎಂದರು. [584, 612, 718, 669]
student-name: ಅಕ್ಷಯ ಶೆಟ್ಟಿ [896, 1279, 918, 1286]
student-photo [838, 1101, 882, 1153]
advert-org: ಕರ್ನಾಟಕ ನೀರಾವರಿ ನಿಗಮ ನಿಯಮಿತ [83, 1019, 179, 1029]
student-card [885, 1164, 929, 1224]
weather-widget [691, 18, 797, 49]
results-col2: ಕಾಲೇಜಿನ ವಿದ್ಯಾರ್ಥಿಗಳು ಶೇ.95ಕ್ಕಿಂತ ಹೆಚ್ಚು ಅಂಕ ಗಳಿಸಿ ಸಾಧನೆ ಮಾಡಿದ್ದಾರೆ. ಪ್ರಾಂಶುಪಾಲರು, ಉಪನ್ಯಾಸಕರು ಮತ್ತು ಪಾಲಕರು ವಿದ್ಯಾರ್ಥಿಗಳನ್ನು ಅಭಿನಂದಿಸಿದ್ದಾರೆ. [737, 1039, 832, 1096]
student-name: ಅನನ್ಯ ದೇಸಾಯಿ [893, 1091, 921, 1098]
results-col3: ನಗರದ ಅಥರ್ವ ಪದವಿ ಪೂರ್ವ ಕಾಲೇಜು ದ್ವಿತೀಯ ಪಿಯುಸಿ ಫಲಿತಾಂಶದಲ್ಲಿ ಶೇ.98 ರಷ್ಟು ಫಲಿತಾಂಶ ಪಡೆದು ಅಮೋಘ ಸಾಧನೆ ಮಾಡಿದೆ. ವಿಜ್ಞಾನ ಹಾಗೂ ವಾಣಿಜ್ಯ ವಿಭಾಗದ ವಿದ್ಯಾರ್ಥಿಗಳು ಅತ್ಯುತ್ತಮ ಅಂಕ ಗಳಿಸಿದ್ದಾರೆ. [737, 1354, 934, 1387]
